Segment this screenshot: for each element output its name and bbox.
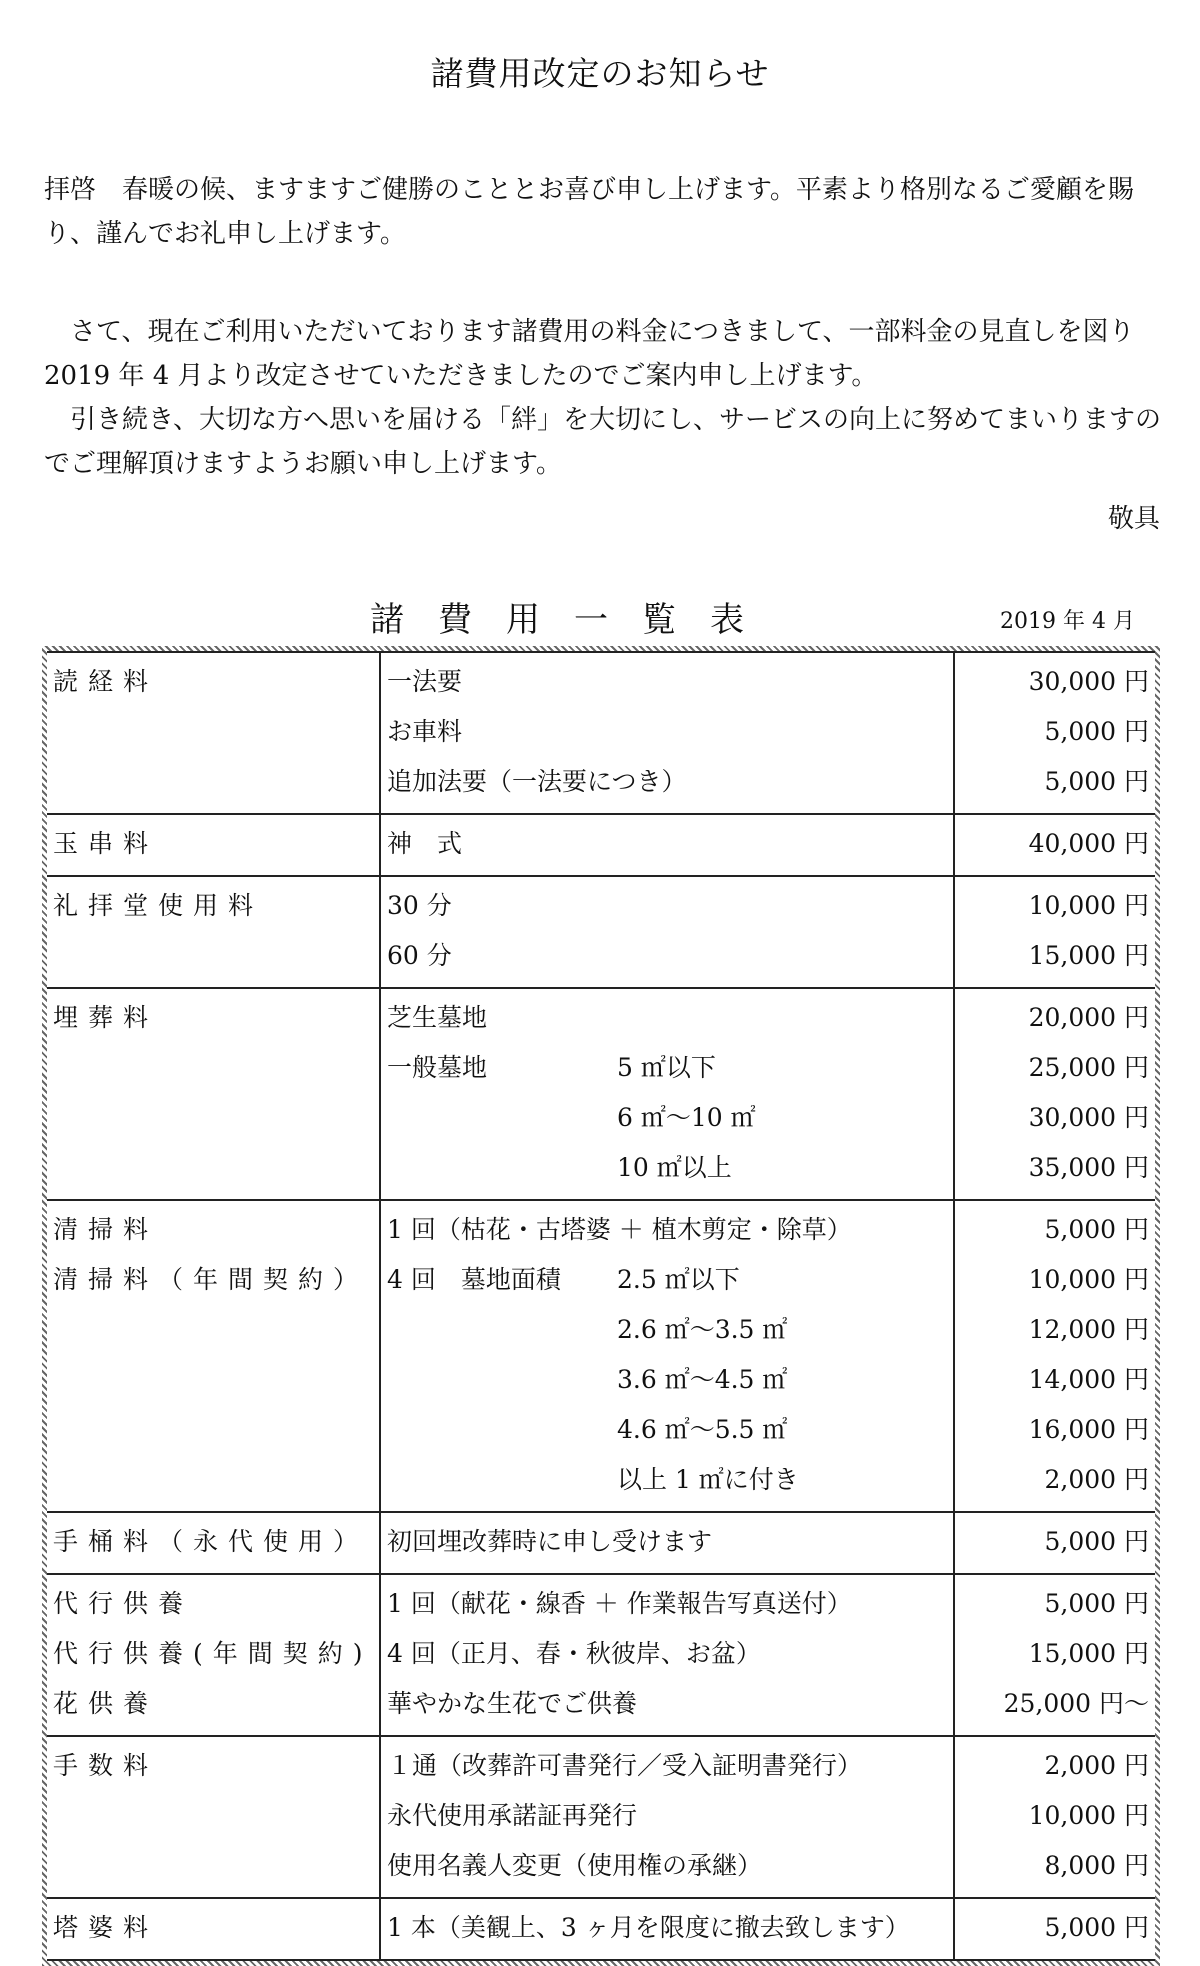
fee-item-line: [387, 1841, 947, 1891]
fee-row: [47, 1898, 1155, 1960]
fee-items-cell: [380, 1736, 954, 1898]
fee-item-line: [387, 1043, 947, 1093]
fee-category-cell: [47, 1512, 380, 1574]
fee-price: 12,000 円: [1028, 1315, 1149, 1344]
fee-price: 25,000 円～: [1003, 1689, 1149, 1718]
fee-row: [47, 1574, 1155, 1736]
fee-items-cell: [380, 1512, 954, 1574]
fee-row: [47, 1512, 1155, 1574]
fee-item-label: 1 回（献花・線香 ＋ 作業報告写真送付）: [387, 1589, 852, 1618]
fee-row: [47, 1736, 1155, 1898]
fee-item-label: 30 分: [387, 891, 452, 920]
fee-prices-cell: [954, 652, 1155, 814]
fee-item-label: １通（改葬許可書発行／受入証明書発行）: [387, 1751, 863, 1780]
fee-item-line: [387, 657, 947, 707]
fee-prices-cell: [954, 814, 1155, 876]
fee-item-line: [387, 1205, 947, 1255]
fee-item-line: [387, 1405, 947, 1455]
fee-table-body: [47, 652, 1155, 1960]
fee-item-label: 使用名義人変更（使用権の承継）: [387, 1851, 763, 1880]
fee-price: 5,000 円: [1044, 767, 1149, 796]
fee-row: [47, 652, 1155, 814]
fee-item-line: [387, 881, 947, 931]
fee-item-label: 60 分: [387, 941, 452, 970]
fee-item-sublabel: 4.6 ㎡～5.5 ㎡: [617, 1415, 788, 1444]
fee-item-line: [387, 1143, 947, 1193]
fee-price: 35,000 円: [1028, 1153, 1149, 1182]
fee-item-sublabel: 6 ㎡～10 ㎡: [617, 1103, 756, 1132]
fee-item-line: [387, 1679, 947, 1729]
fee-price: 2,000 円: [1044, 1751, 1149, 1780]
fee-item-label: 1 回（枯花・古塔婆 ＋ 植木剪定・除草）: [387, 1215, 852, 1244]
fee-price: 5,000 円: [1044, 1913, 1149, 1942]
fee-item-line: [387, 931, 947, 981]
fee-item-label: お車料: [387, 717, 463, 746]
fee-price: 14,000 円: [1028, 1365, 1149, 1394]
fee-item-line: [387, 1255, 947, 1305]
fee-category-cell: [47, 1736, 380, 1898]
fee-items-cell: [380, 1574, 954, 1736]
fee-price: 20,000 円: [1028, 1003, 1149, 1032]
fee-item-label: 追加法要（一法要につき）: [387, 767, 687, 796]
fee-item-sublabel: 5 ㎡以下: [617, 1053, 716, 1082]
fee-item-line: [387, 1741, 947, 1791]
fee-item-line: [387, 819, 947, 869]
fee-price: 10,000 円: [1028, 891, 1149, 920]
fee-price: 16,000 円: [1028, 1415, 1149, 1444]
fee-category-label: 玉串料: [53, 829, 159, 858]
fee-item-label: 4 回 墓地面積: [387, 1265, 561, 1294]
fee-row: [47, 988, 1155, 1200]
fee-item-line: [387, 757, 947, 807]
fee-category-cell: [47, 1200, 380, 1512]
fee-price: 15,000 円: [1028, 941, 1149, 970]
fee-category-label: 花供養: [53, 1689, 159, 1718]
fee-price: 40,000 円: [1028, 829, 1149, 858]
fee-item-label: 芝生墓地: [387, 1003, 488, 1032]
fee-items-cell: [380, 876, 954, 988]
fee-item-label: 華やかな生花でご供養: [387, 1689, 638, 1718]
fee-price: 5,000 円: [1044, 1215, 1149, 1244]
fee-item-sublabel: 以上 1 ㎡に付き: [617, 1465, 799, 1494]
fee-category-cell: [47, 814, 380, 876]
fee-item-line: [387, 1355, 947, 1405]
fee-items-cell: [380, 652, 954, 814]
fee-price: 15,000 円: [1028, 1639, 1149, 1668]
fee-price: 30,000 円: [1028, 1103, 1149, 1132]
fee-price: 5,000 円: [1044, 717, 1149, 746]
fee-item-line: [387, 1903, 947, 1953]
fee-category-label: 清掃料: [53, 1215, 159, 1244]
fee-category-label: 礼拝堂使用料: [53, 891, 264, 920]
fee-price: 5,000 円: [1044, 1589, 1149, 1618]
table-title: 諸費用一覧表: [370, 600, 778, 640]
fee-prices-cell: [954, 988, 1155, 1200]
fee-item-line: [387, 1305, 947, 1355]
fee-table: [47, 651, 1155, 1961]
fee-category-label: 埋葬料: [53, 1003, 159, 1032]
fee-item-line: [387, 993, 947, 1043]
fee-row: [47, 814, 1155, 876]
fee-prices-cell: [954, 1574, 1155, 1736]
fee-table-frame: [42, 646, 1160, 1966]
fee-prices-cell: [954, 1898, 1155, 1960]
fee-category-label: 代行供養(年間契約): [53, 1639, 373, 1668]
table-date: 2019 年 4 月: [1000, 609, 1135, 634]
fee-item-line: [387, 1093, 947, 1143]
fee-category-label: 代行供養: [53, 1589, 194, 1618]
fee-category-label: 塔婆料: [53, 1913, 159, 1942]
fee-item-line: [387, 1455, 947, 1505]
fee-price: 5,000 円: [1044, 1527, 1149, 1556]
fee-category-cell: [47, 652, 380, 814]
fee-price: 30,000 円: [1028, 667, 1149, 696]
fee-item-label: 一般墓地: [387, 1053, 488, 1082]
fee-category-label: 読経料: [53, 667, 159, 696]
fee-item-label: 1 本（美観上、3 ヶ月を限度に撤去致します）: [387, 1913, 910, 1942]
fee-category-cell: [47, 988, 380, 1200]
fee-item-sublabel: 3.6 ㎡～4.5 ㎡: [617, 1365, 788, 1394]
fee-prices-cell: [954, 876, 1155, 988]
fee-category-label: 手数料: [53, 1751, 159, 1780]
fee-item-line: [387, 1517, 947, 1567]
letter-paragraph-revision: さて、現在ご利用いただいております諸費用の料金につきまして、一部料金の見直しを図り 2019 年 4 月より改定させていただきましたのでご案内申し上げます。: [44, 317, 1135, 391]
fee-item-sublabel: 10 ㎡以上: [617, 1153, 732, 1182]
fee-price: 2,000 円: [1044, 1465, 1149, 1494]
fee-price: 25,000 円: [1028, 1053, 1149, 1082]
fee-prices-cell: [954, 1736, 1155, 1898]
fee-items-cell: [380, 814, 954, 876]
fee-item-label: 永代使用承諾証再発行: [387, 1801, 638, 1830]
fee-item-label: 神 式: [387, 829, 463, 858]
page-title: 諸費用改定のお知らせ: [430, 54, 770, 93]
fee-item-line: [387, 1579, 947, 1629]
fee-item-label: 4 回（正月、春・秋彼岸、お盆）: [387, 1639, 761, 1668]
fee-price: 10,000 円: [1028, 1801, 1149, 1830]
fee-category-cell: [47, 1898, 380, 1960]
fee-item-line: [387, 707, 947, 757]
fee-row: [47, 876, 1155, 988]
fee-row: [47, 1200, 1155, 1512]
fee-category-label: 清掃料（年間契約）: [53, 1265, 369, 1294]
fee-category-cell: [47, 876, 380, 988]
fee-price: 8,000 円: [1044, 1851, 1149, 1880]
letter-paragraph-greeting: 拝啓 春暖の候、ますますご健勝のこととお喜び申し上げます。平素より格別なるご愛顧を賜り、謹んでお礼申し上げます。: [44, 175, 1134, 249]
fee-prices-cell: [954, 1512, 1155, 1574]
letter-closing: 敬具: [1107, 504, 1160, 534]
fee-items-cell: [380, 988, 954, 1200]
fee-item-line: [387, 1629, 947, 1679]
fee-item-label: 一法要: [387, 667, 463, 696]
fee-prices-cell: [954, 1200, 1155, 1512]
letter-paragraph-continuation: 引き続き、大切な方へ思いを届ける「絆」を大切にし、サービスの向上に努めてまいりますのでご理解頂けますようお願い申し上げます。: [44, 405, 1161, 479]
fee-items-cell: [380, 1898, 954, 1960]
fee-items-cell: [380, 1200, 954, 1512]
fee-item-sublabel: 2.6 ㎡～3.5 ㎡: [617, 1315, 788, 1344]
fee-price: 10,000 円: [1028, 1265, 1149, 1294]
fee-category-label: 手桶料（永代使用）: [53, 1527, 369, 1556]
fee-item-label: 初回埋改葬時に申し受けます: [387, 1527, 713, 1556]
fee-item-sublabel: 2.5 ㎡以下: [617, 1265, 740, 1294]
fee-category-cell: [47, 1574, 380, 1736]
fee-item-line: [387, 1791, 947, 1841]
